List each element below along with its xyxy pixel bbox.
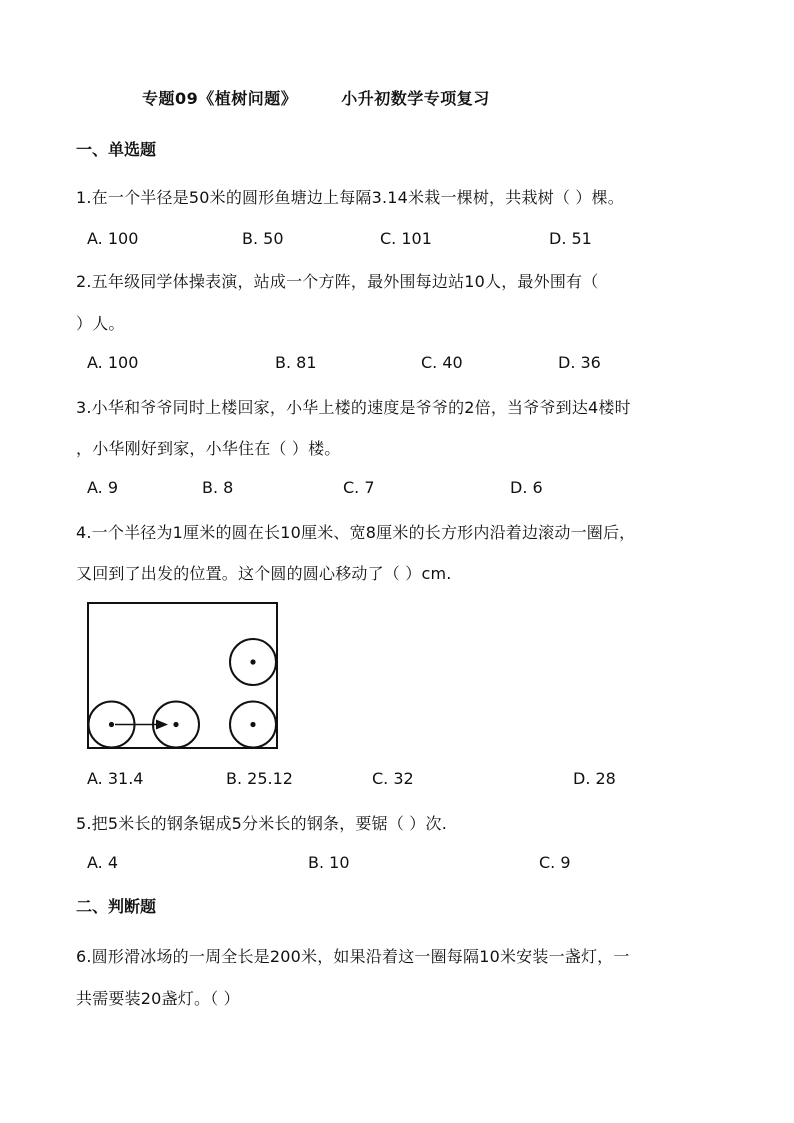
question-3-option-a: A. 9 bbox=[87, 478, 119, 497]
section-heading-true-false: 二、判断题 bbox=[76, 897, 157, 916]
page-title bbox=[142, 86, 490, 109]
question-2-option-c: C. 40 bbox=[421, 353, 463, 372]
question-4-option-b: B. 25.12 bbox=[226, 769, 293, 788]
question-5-option-b: B. 10 bbox=[308, 853, 350, 872]
rectangle-circle-figure bbox=[82, 597, 282, 752]
question-2-option-d: D. 36 bbox=[558, 353, 601, 372]
question-4-line-1: 4.一个半径为1厘米的圆在长10厘米、宽8厘米的长方形内沿着边滚动一圈后， bbox=[76, 523, 636, 542]
question-2-line-1: 2.五年级同学体操表演，站成一个方阵，最外围每边站10人，最外围有（ bbox=[76, 272, 599, 291]
subtitle-text: 小升初数学专项复习 bbox=[341, 89, 490, 108]
question-1-option-a: A. 100 bbox=[87, 229, 139, 248]
question-2-option-a: A. 100 bbox=[87, 353, 139, 372]
question-1-line-1: 1.在一个半径是50米的圆形鱼塘边上每隔3.14米栽一棵树，共栽树（ ）棵。 bbox=[76, 188, 624, 207]
question-1-option-d: D. 51 bbox=[549, 229, 592, 248]
circle-bottom-right bbox=[230, 702, 276, 748]
question-4-line-2: 又回到了出发的位置。这个圆的圆心移动了（ ）cm. bbox=[76, 564, 452, 583]
figure-rectangle bbox=[88, 603, 277, 748]
question-2-line-2: ）人。 bbox=[76, 314, 125, 333]
question-6-line-1: 6.圆形滑冰场的一周全长是200米，如果沿着这一圈每隔10米安装一盏灯，一 bbox=[76, 947, 630, 966]
question-4-option-c: C. 32 bbox=[372, 769, 414, 788]
question-5-line-1: 5.把5米长的钢条锯成5分米长的钢条，要锯（ ）次. bbox=[76, 814, 447, 833]
question-4-option-d: D. 28 bbox=[573, 769, 616, 788]
circle-upper-right bbox=[230, 639, 276, 685]
question-1-option-b: B. 50 bbox=[242, 229, 284, 248]
question-5-option-a: A. 4 bbox=[87, 853, 119, 872]
question-3-option-c: C. 7 bbox=[343, 478, 375, 497]
title-text: 专题09《植树问题》 bbox=[142, 89, 298, 108]
arrow-icon bbox=[115, 720, 168, 730]
question-2-option-b: B. 81 bbox=[275, 353, 317, 372]
question-6-line-2: 共需要装20盏灯。（ ） bbox=[76, 989, 240, 1008]
question-3-option-d: D. 6 bbox=[510, 478, 543, 497]
question-3-line-1: 3.小华和爷爷同时上楼回家，小华上楼的速度是爷爷的2倍，当爷爷到达4楼时 bbox=[76, 398, 631, 417]
question-3-line-2: ，小华刚好到家，小华住在（ ）楼。 bbox=[76, 439, 341, 458]
question-5-option-c: C. 9 bbox=[539, 853, 571, 872]
question-3-option-b: B. 8 bbox=[202, 478, 234, 497]
question-1-option-c: C. 101 bbox=[380, 229, 432, 248]
question-4-option-a: A. 31.4 bbox=[87, 769, 144, 788]
section-heading-single-choice: 一、单选题 bbox=[76, 140, 157, 159]
